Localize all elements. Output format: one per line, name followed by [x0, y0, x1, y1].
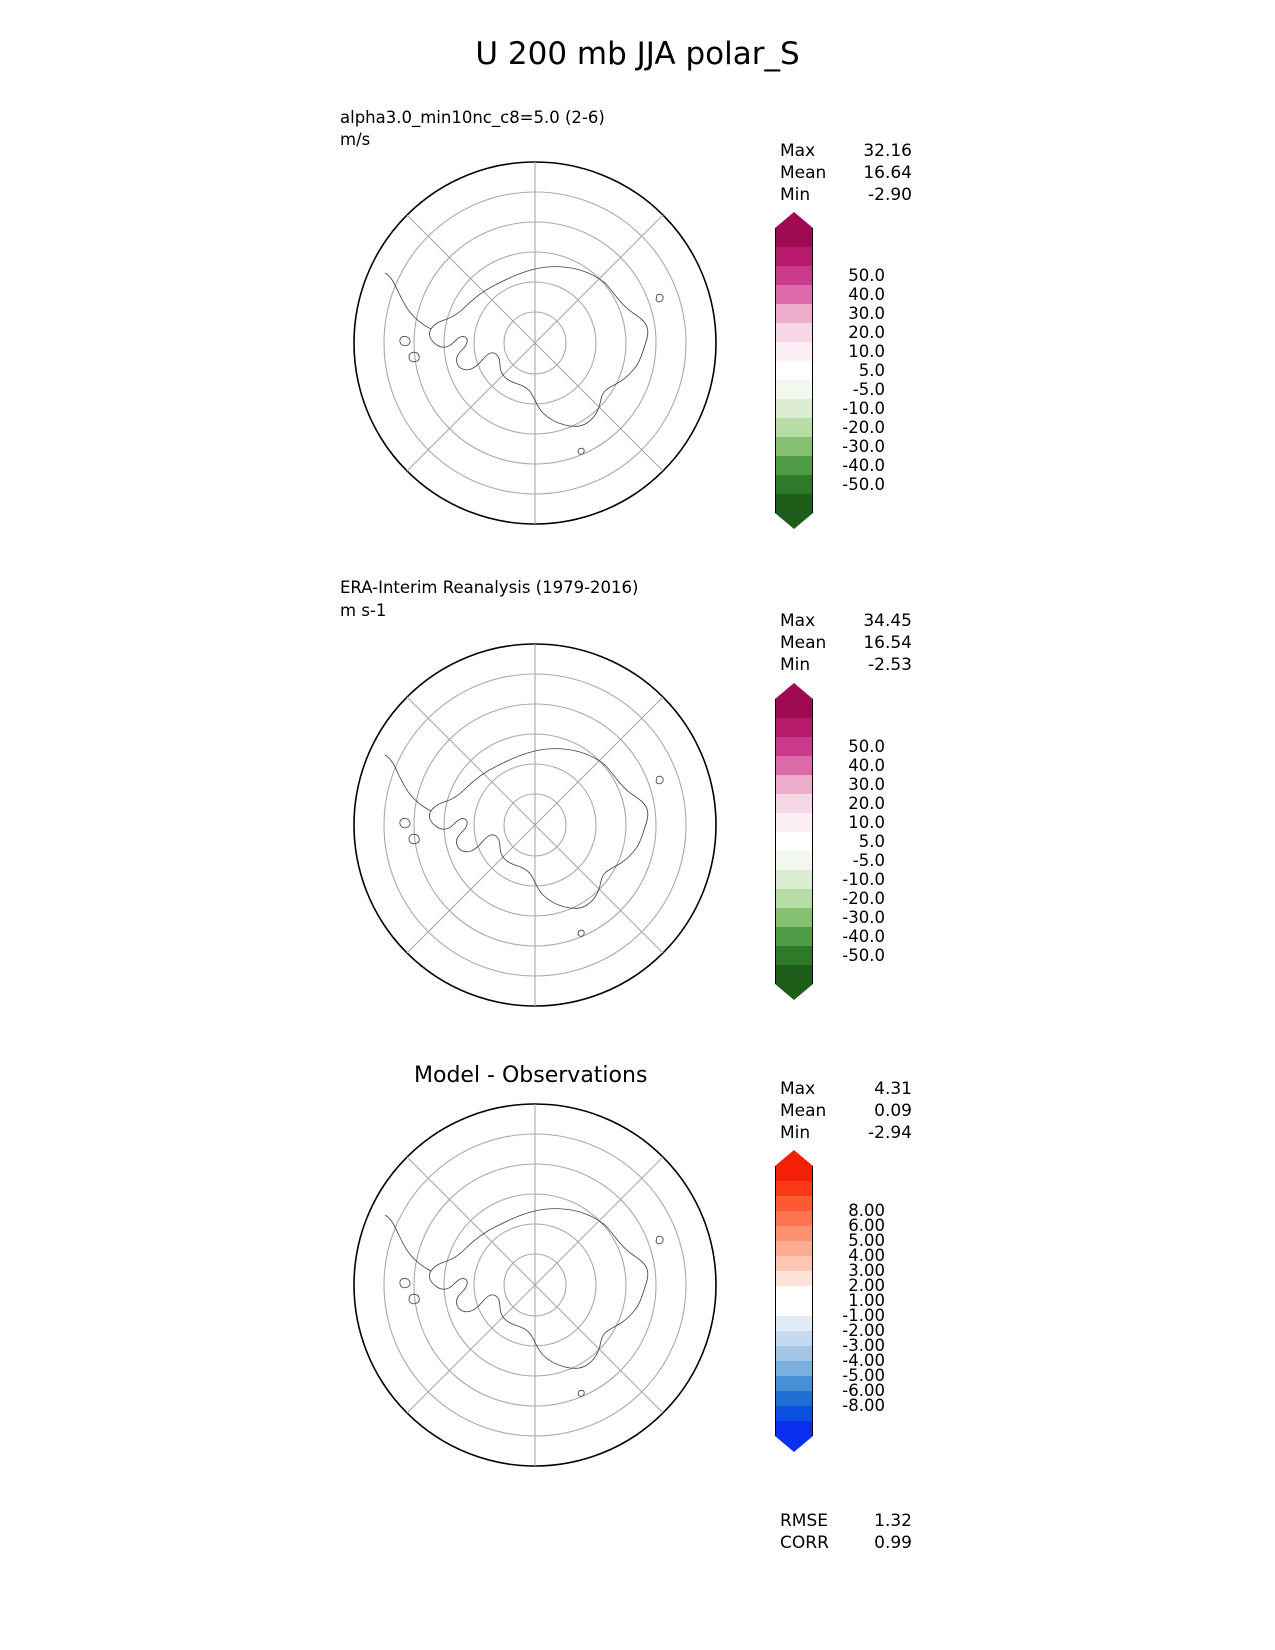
colorbar-tick-label: -50.0 — [842, 945, 885, 965]
panel-2-map — [325, 625, 745, 1025]
stat-label: Min — [780, 185, 811, 205]
colorbar-band — [775, 418, 813, 437]
stat-value: 16.64 — [863, 163, 912, 183]
colorbar-bottom-arrow — [775, 984, 813, 1000]
colorbar-gradient — [775, 1150, 813, 1452]
colorbar-band — [775, 1331, 813, 1346]
stat-row — [780, 654, 912, 676]
colorbar-band — [775, 304, 813, 323]
colorbar-tick-label: 50.0 — [848, 736, 885, 756]
stat-row — [780, 184, 912, 206]
colorbar-tick-label: -40.0 — [842, 926, 885, 946]
colorbar-band — [775, 794, 813, 813]
colorbar-tick-label: 1.00 — [848, 1291, 885, 1310]
panel-2-colorbar — [775, 683, 925, 983]
stat-value: 0.09 — [874, 1101, 912, 1121]
colorbar-top-arrow — [775, 683, 813, 699]
colorbar-tick-label: 30.0 — [848, 303, 885, 323]
colorbar-tick-label: 10.0 — [848, 341, 885, 361]
colorbar-band — [775, 228, 813, 247]
colorbar-band — [775, 889, 813, 908]
colorbar-tick-label: -5.00 — [842, 1366, 885, 1385]
stat-value: 0.99 — [874, 1533, 912, 1553]
colorbar-top-arrow — [775, 212, 813, 228]
colorbar-band — [775, 494, 813, 513]
stat-label: Max — [780, 1079, 816, 1099]
panel-2-map-svg — [325, 625, 745, 1025]
stat-label: Mean — [780, 633, 827, 653]
colorbar-tick-label: -3.00 — [842, 1336, 885, 1355]
panel-1-map-svg — [325, 155, 745, 530]
colorbar-band — [775, 737, 813, 756]
colorbar-band — [775, 1376, 813, 1391]
colorbar-band — [775, 1271, 813, 1286]
colorbar-tick-label: -10.0 — [842, 398, 885, 418]
panel-3-map — [325, 1090, 745, 1480]
panel-3-map-svg — [325, 1090, 745, 1480]
colorbar-band — [775, 775, 813, 794]
stat-row — [780, 140, 912, 162]
colorbar-gradient — [775, 212, 813, 529]
colorbar-tick-label: 3.00 — [848, 1261, 885, 1280]
stat-row — [780, 632, 912, 654]
colorbar-band — [775, 1241, 813, 1256]
stat-label: Mean — [780, 163, 827, 183]
colorbar-band — [775, 870, 813, 889]
colorbar-band — [775, 1346, 813, 1361]
stat-value: -2.94 — [868, 1123, 912, 1143]
colorbar-band — [775, 1226, 813, 1241]
colorbar-band — [775, 718, 813, 737]
colorbar-band — [775, 699, 813, 718]
colorbar-band — [775, 1166, 813, 1181]
colorbar-band — [775, 1361, 813, 1376]
colorbar-band — [775, 342, 813, 361]
panel-2-units: m s-1 — [340, 601, 387, 620]
colorbar-band — [775, 1286, 813, 1301]
colorbar-band — [775, 851, 813, 870]
colorbar-band — [775, 456, 813, 475]
panel-1-map — [325, 155, 745, 530]
colorbar-band — [775, 247, 813, 266]
colorbar-band — [775, 323, 813, 342]
coastline-island — [578, 448, 584, 454]
colorbar-tick-label: -2.00 — [842, 1321, 885, 1340]
coastline-island — [656, 776, 663, 784]
stat-label: Max — [780, 611, 816, 631]
colorbar-tick-label: -5.0 — [852, 850, 885, 870]
colorbar-band — [775, 285, 813, 304]
colorbar-band — [775, 1391, 813, 1406]
panel-1-stats — [780, 140, 912, 206]
colorbar-tick-label: -20.0 — [842, 888, 885, 908]
colorbar-band — [775, 756, 813, 775]
coastline-peninsula — [385, 1215, 431, 1271]
colorbar-tick-label: -40.0 — [842, 455, 885, 475]
stat-value: -2.53 — [868, 655, 912, 675]
error-stats — [780, 1510, 912, 1554]
stat-row — [780, 1510, 912, 1532]
stat-value: 16.54 — [863, 633, 912, 653]
stat-row — [780, 1100, 912, 1122]
coastline-peninsula — [385, 273, 431, 329]
stat-label: Min — [780, 655, 811, 675]
stat-value: -2.90 — [868, 185, 912, 205]
colorbar-band — [775, 1301, 813, 1316]
colorbar-tick-label: -10.0 — [842, 869, 885, 889]
coastline-island — [400, 1278, 410, 1287]
stat-label: CORR — [780, 1533, 829, 1553]
colorbar-tick-label: -50.0 — [842, 474, 885, 494]
colorbar-tick-label: 20.0 — [848, 322, 885, 342]
colorbar-tick-label: 5.00 — [848, 1231, 885, 1250]
colorbar-gradient — [775, 683, 813, 1000]
colorbar-band — [775, 437, 813, 456]
colorbar-tick-label: -5.0 — [852, 379, 885, 399]
colorbar-tick-label: 5.0 — [858, 831, 885, 851]
panel-2-stats — [780, 610, 912, 676]
stat-row — [780, 610, 912, 632]
colorbar-bottom-arrow — [775, 1436, 813, 1452]
colorbar-band — [775, 266, 813, 285]
colorbar-band — [775, 946, 813, 965]
stat-value: 4.31 — [874, 1079, 912, 1099]
colorbar-tick-label: -4.00 — [842, 1351, 885, 1370]
colorbar-tick-label: 40.0 — [848, 755, 885, 775]
colorbar-tick-label: -6.00 — [842, 1381, 885, 1400]
coastline-island — [400, 336, 410, 345]
stat-label: Max — [780, 141, 816, 161]
colorbar-band — [775, 965, 813, 984]
colorbar-tick-label: 30.0 — [848, 774, 885, 794]
coastline-peninsula — [385, 755, 431, 811]
colorbar-band — [775, 380, 813, 399]
coastline-island — [578, 1390, 584, 1396]
colorbar-bottom-arrow — [775, 513, 813, 529]
panel-2-subtitle: ERA-Interim Reanalysis (1979-2016) — [340, 578, 639, 597]
stat-value: 1.32 — [874, 1511, 912, 1531]
colorbar-top-arrow — [775, 1150, 813, 1166]
colorbar-tick-label: 10.0 — [848, 812, 885, 832]
panel-1-colorbar — [775, 212, 925, 512]
panel-3-colorbar — [775, 1150, 925, 1450]
colorbar-band — [775, 399, 813, 418]
stat-row — [780, 1532, 912, 1554]
colorbar-band — [775, 475, 813, 494]
page-title: U 200 mb JJA polar_S — [475, 36, 800, 72]
colorbar-tick-label: 5.0 — [858, 360, 885, 380]
colorbar-tick-label: 20.0 — [848, 793, 885, 813]
stat-value: 32.16 — [863, 141, 912, 161]
colorbar-tick-label: 8.00 — [848, 1201, 885, 1220]
coastline-island — [578, 930, 584, 936]
stat-label: RMSE — [780, 1511, 829, 1531]
colorbar-band — [775, 927, 813, 946]
colorbar-tick-label: 4.00 — [848, 1246, 885, 1265]
coastline-island — [656, 294, 663, 302]
panel-3-subtitle: Model - Observations — [414, 1063, 648, 1088]
panel-1-units: m/s — [340, 130, 371, 149]
colorbar-band — [775, 908, 813, 927]
colorbar-band — [775, 1256, 813, 1271]
colorbar-tick-label: -30.0 — [842, 907, 885, 927]
stat-label: Min — [780, 1123, 811, 1143]
stat-row — [780, 1122, 912, 1144]
colorbar-band — [775, 1211, 813, 1226]
panel-3-stats — [780, 1078, 912, 1144]
colorbar-band — [775, 361, 813, 380]
colorbar-band — [775, 1181, 813, 1196]
colorbar-band — [775, 1406, 813, 1421]
colorbar-tick-label: -20.0 — [842, 417, 885, 437]
colorbar-tick-label: 6.00 — [848, 1216, 885, 1235]
colorbar-band — [775, 1421, 813, 1436]
colorbar-band — [775, 813, 813, 832]
colorbar-tick-label: -8.00 — [842, 1396, 885, 1415]
stat-row — [780, 162, 912, 184]
coastline-island — [400, 818, 410, 827]
colorbar-band — [775, 1316, 813, 1331]
colorbar-band — [775, 832, 813, 851]
colorbar-tick-label: -30.0 — [842, 436, 885, 456]
coastline-island — [656, 1236, 663, 1244]
colorbar-band — [775, 1196, 813, 1211]
colorbar-tick-label: 50.0 — [848, 265, 885, 285]
colorbar-tick-label: 40.0 — [848, 284, 885, 304]
stat-value: 34.45 — [863, 611, 912, 631]
stat-label: Mean — [780, 1101, 827, 1121]
colorbar-tick-label: -1.00 — [842, 1306, 885, 1325]
panel-1-subtitle: alpha3.0_min10nc_c8=5.0 (2-6) — [340, 108, 605, 127]
stat-row — [780, 1078, 912, 1100]
colorbar-tick-label: 2.00 — [848, 1276, 885, 1295]
